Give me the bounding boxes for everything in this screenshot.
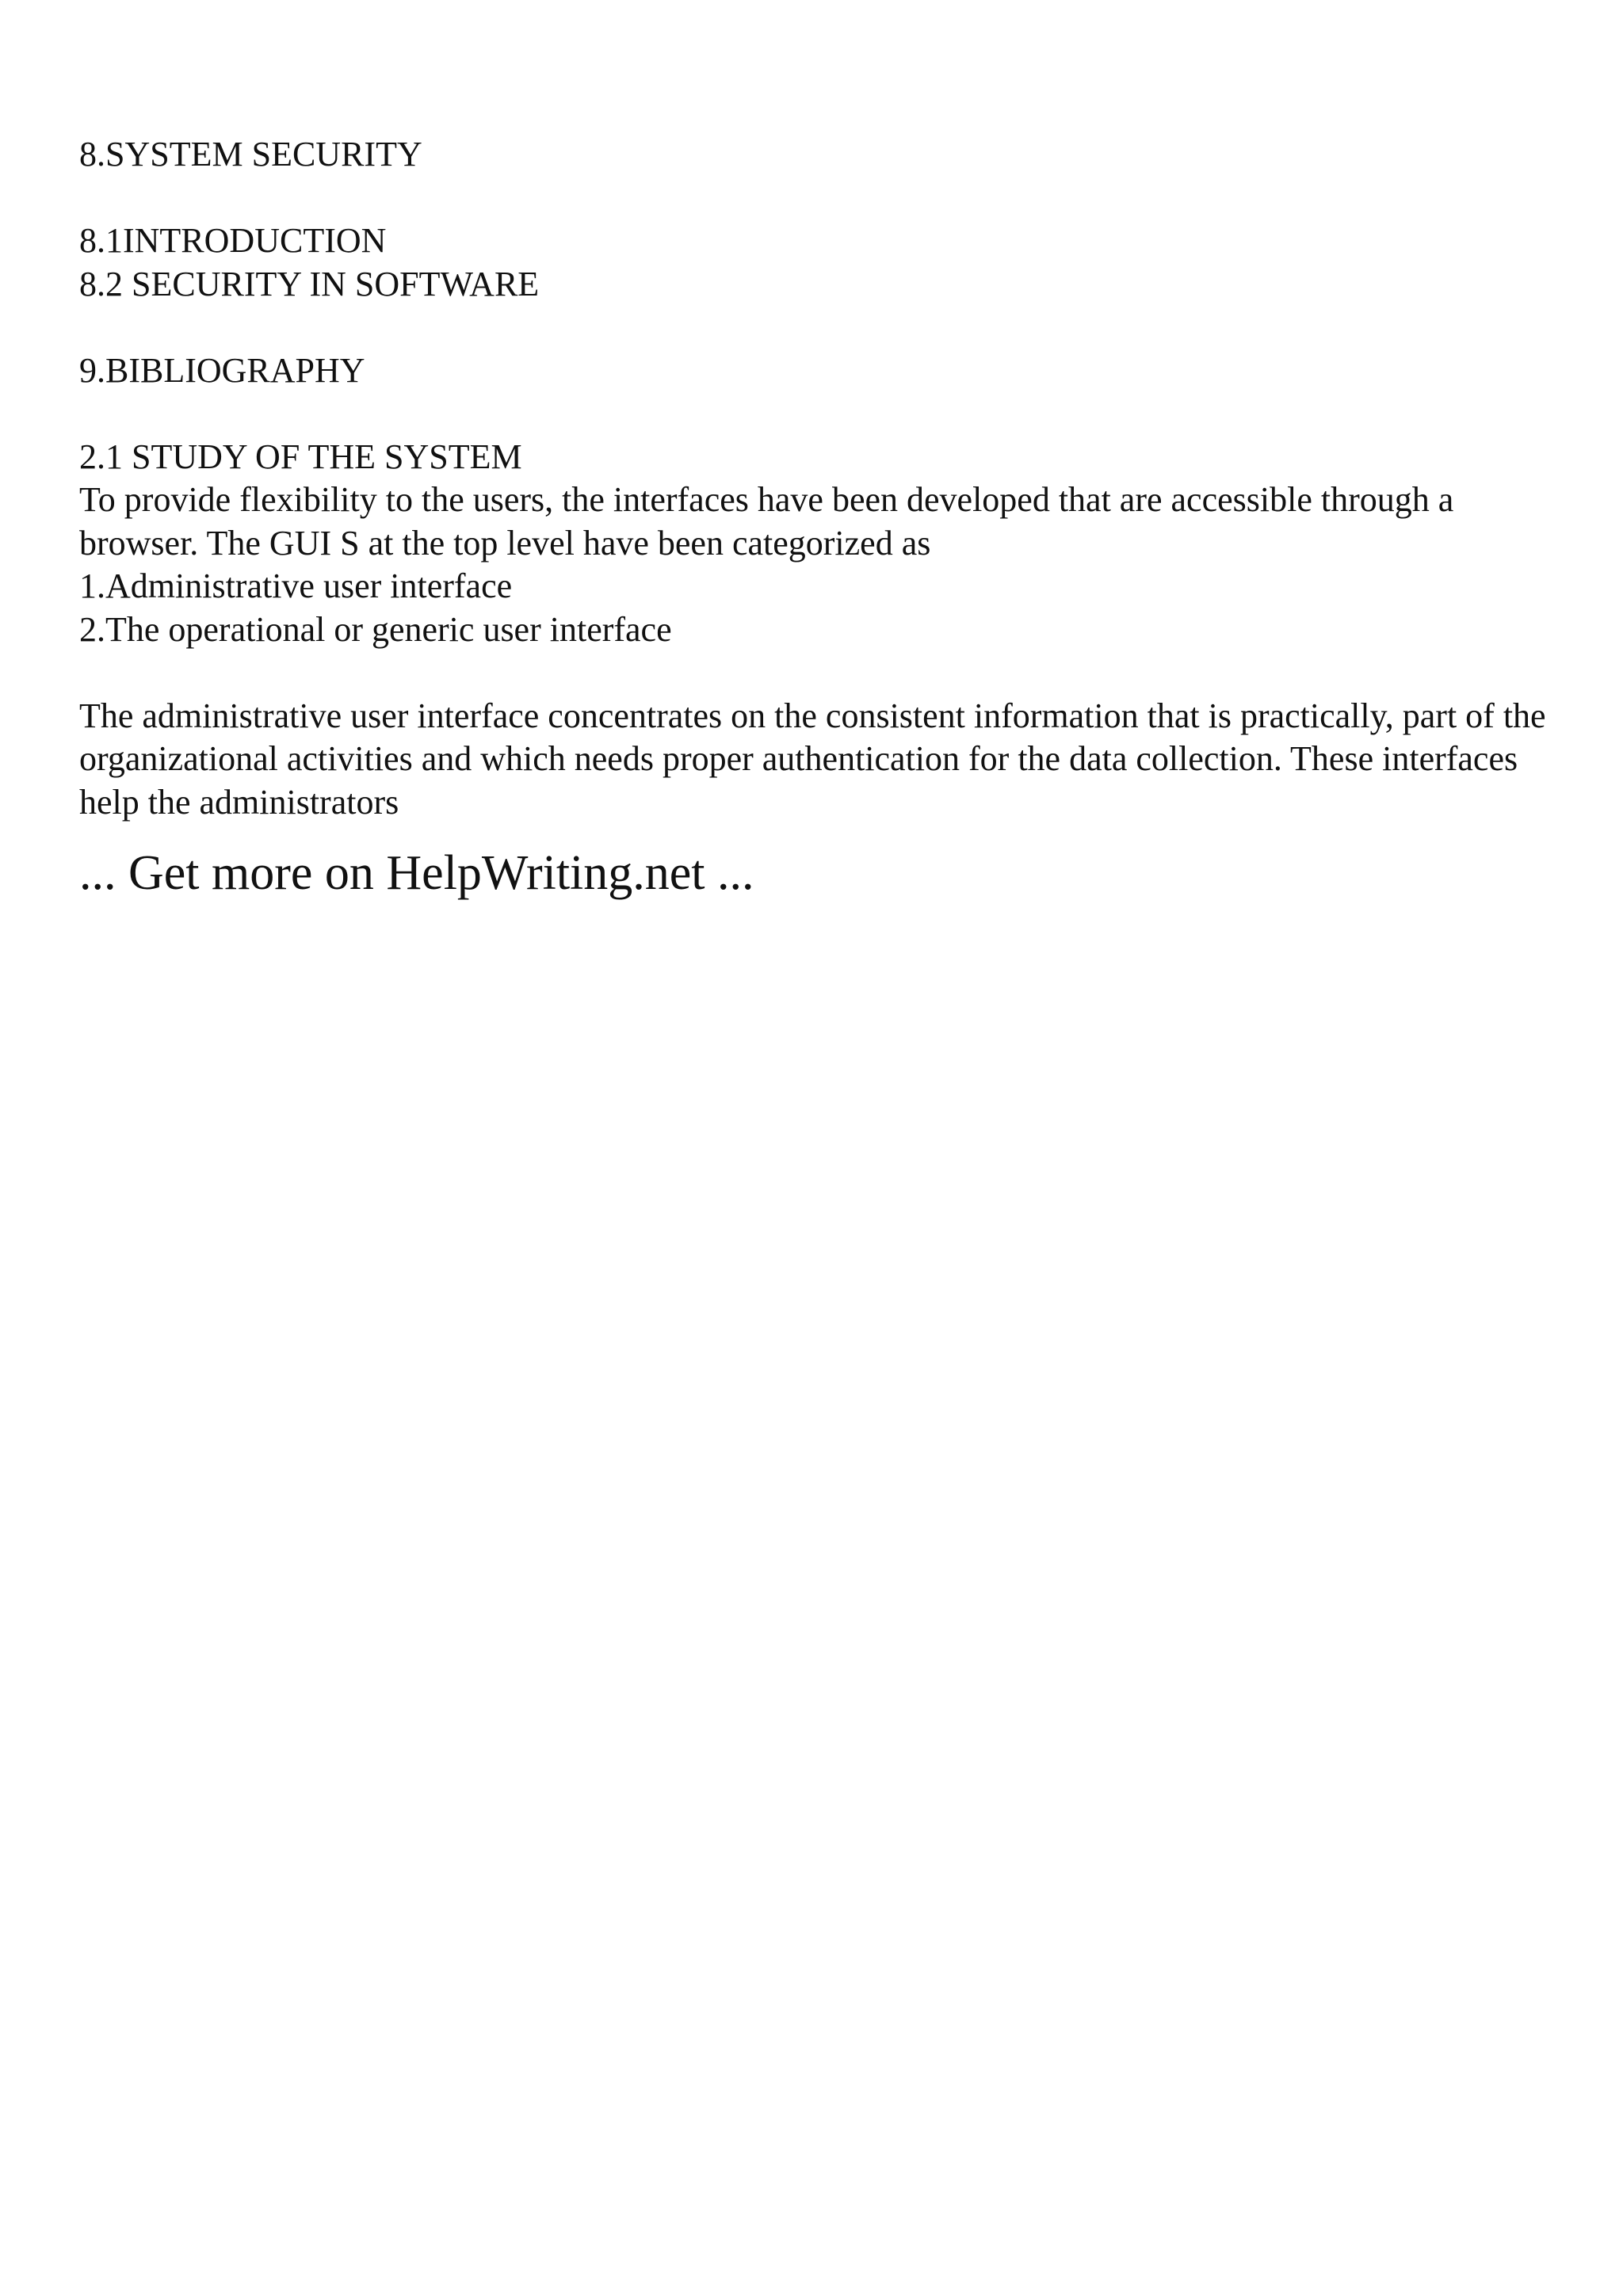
spacer	[79, 392, 1569, 436]
list-item-admin-interface: 1.Administrative user interface	[79, 566, 513, 605]
spacer	[79, 177, 1569, 220]
section-8-title: 8.SYSTEM SECURITY	[79, 135, 422, 174]
admin-interface-paragraph: The administrative user interface concentrates on the consistent information that is practically, part of the organizational activities and which needs proper authentication for the data collection. These interfaces help the administrators	[79, 696, 1546, 822]
study-intro-paragraph: To provide flexibility to the users, the interfaces have been developed that are accessible through a browser. The GUI S at the top level have been categorized as	[79, 480, 1454, 563]
section-8-2-title: 8.2 SECURITY IN SOFTWARE	[79, 264, 540, 303]
get-more-link[interactable]: ... Get more on HelpWriting.net ...	[79, 846, 754, 900]
spacer	[79, 306, 1569, 349]
study-heading: 2.1 STUDY OF THE SYSTEM	[79, 437, 522, 476]
spacer	[79, 651, 1569, 695]
document-page	[79, 133, 1569, 902]
section-9-title: 9.BIBLIOGRAPHY	[79, 350, 365, 390]
section-8-1-title: 8.1INTRODUCTION	[79, 221, 387, 260]
list-item-generic-interface: 2.The operational or generic user interface	[79, 609, 672, 649]
